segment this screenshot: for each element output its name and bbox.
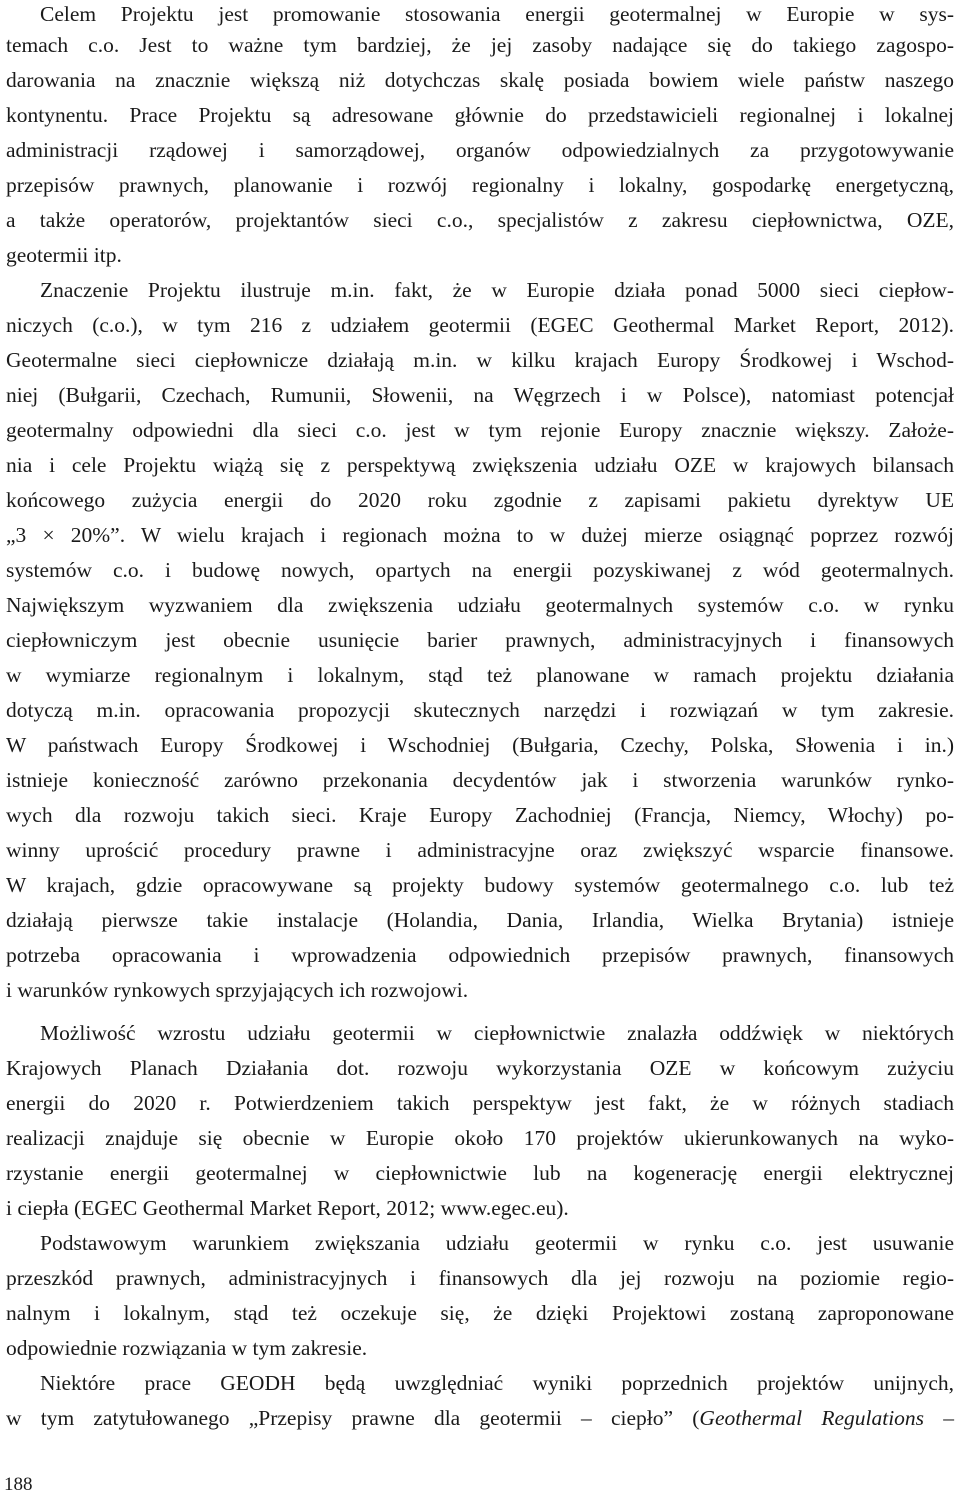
text-line: Możliwość wzrostu udziału geotermii w ciepłownictwie znalazła oddźwięk w niektórych [40,1021,954,1045]
text-line: odpowiednie rozwiązania w tym zakresie. [6,1336,368,1360]
text-line [6,1404,954,1432]
text-line-roman: w tym zatytułowanego „Przepisy prawne dla geotermii – ciepło” ( [6,1406,700,1430]
text-line: Geotermalne sieci ciepłownicze działają m.in. w kilku krajach Europy Środkowej i Wschod- [6,348,954,372]
text-line: W państwach Europy Środkowej i Wschodniej (Bułgaria, Czechy, Polska, Słowenia i in.) [6,733,954,757]
text-line: ciepłowniczym jest obecnie usunięcie barier prawnych, administracyjnych i finansowych [6,628,954,652]
text-line: Znaczenie Projektu ilustruje m.in. fakt, że w Europie działa ponad 5000 sieci ciepłow- [40,278,954,302]
text-line: Podstawowym warunkiem zwiększania udziału geotermii w rynku c.o. jest usuwanie [40,1231,954,1255]
text-line: darowania na znacznie większą niż dotychczas skalę posiada bowiem wiele państw naszego [6,68,954,92]
text-line: działają pierwsze takie instalacje (Holandia, Dania, Irlandia, Wielka Brytania) istnieje [6,908,954,932]
page-number: 188 [4,1474,33,1495]
text-line: „3 × 20%”. W wielu krajach i regionach można to w dużej mierze osiągnąć poprzez rozwój [6,523,954,547]
text-line: kontynentu. Prace Projektu są adresowane głównie do przedstawicieli regionalnej i lokalnej [6,103,954,127]
text-line-italic: Geothermal Regulations – [699,1406,954,1430]
text-line: energii do 2020 r. Potwierdzeniem takich perspektyw jest fakt, że w różnych stadiach [6,1091,954,1115]
text-line: nia i cele Projektu wiążą się z perspektywą zwiększenia udziału OZE w krajowych bilansach [6,453,954,477]
text-line: Niektóre prace GEODH będą uwzględniać wyniki poprzednich projektów unijnych, [40,1371,954,1395]
text-line: przeszkód prawnych, administracyjnych i finansowych dla jej rozwoju na poziomie regio- [6,1266,954,1290]
text-line: w wymiarze regionalnym i lokalnym, stąd też planowane w ramach projektu działania [6,663,954,687]
text-line: Celem Projektu jest promowanie stosowania energii geotermalnej w Europie w sys- [40,2,954,26]
text-line: i ciepła (EGEC Geothermal Market Report, 2012; www.egec.eu). [6,1196,569,1220]
text-line: systemów c.o. i budowę nowych, opartych na energii pozyskiwanej z wód geotermalnych. [6,558,954,582]
text-line: geotermii itp. [6,243,122,267]
text-line: istnieje konieczność zarówno przekonania decydentów jak i stworzenia warunków rynko- [6,768,954,792]
text-line: Największym wyzwaniem dla zwiększenia udziału geotermalnych systemów c.o. w rynku [6,593,954,617]
text-line: temach c.o. Jest to ważne tym bardziej, że jej zasoby nadające się do takiego zagospo- [6,33,954,57]
text-line: niczych (c.o.), w tym 216 z udziałem geotermii (EGEC Geothermal Market Report, 2012). [6,313,954,337]
text-line: geotermalny odpowiedni dla sieci c.o. jest w tym rejonie Europy znacznie większy. Założe- [6,418,954,442]
text-line: dotyczą m.in. opracowania propozycji skutecznych narzędzi i rozwiązań w tym zakresie. [6,698,954,722]
text-line: niej (Bułgarii, Czechach, Rumunii, Słowenii, na Węgrzech i w Polsce), natomiast potencjał [6,383,954,407]
text-line: nalnym i lokalnym, stąd też oczekuje się, że dzięki Projektowi zostaną zaproponowane [6,1301,954,1325]
text-line: W krajach, gdzie opracowywane są projekty budowy systemów geotermalnego c.o. lub też [6,873,954,897]
text-line: realizacji znajduje się obecnie w Europie około 170 projektów ukierunkowanych na wyko- [6,1126,954,1150]
text-line: administracji rządowej i samorządowej, organów odpowiedzialnych za przygotowywanie [6,138,954,162]
text-line: Krajowych Planach Działania dot. rozwoju wykorzystania OZE w końcowym zużyciu [6,1056,954,1080]
text-line: a także operatorów, projektantów sieci c.o., specjalistów z zakresu ciepłownictwa, OZE, [6,208,954,232]
text-line: końcowego zużycia energii do 2020 roku zgodnie z zapisami pakietu dyrektyw UE [6,488,954,512]
text-line: i warunków rynkowych sprzyjających ich rozwojowi. [6,978,469,1002]
text-line: winny uprościć procedury prawne i administracyjne oraz zwiększyć wsparcie finansowe. [6,838,954,862]
text-line: rzystanie energii geotermalnej w ciepłownictwie lub na kogenerację energii elektrycznej [6,1161,954,1185]
text-line: przepisów prawnych, planowanie i rozwój regionalny i lokalny, gospodarkę energetyczną, [6,173,954,197]
text-line: wych dla rozwoju takich sieci. Kraje Europy Zachodniej (Francja, Niemcy, Włochy) po- [6,803,954,827]
text-line: potrzeba opracowania i wprowadzenia odpowiednich przepisów prawnych, finansowych [6,943,954,967]
